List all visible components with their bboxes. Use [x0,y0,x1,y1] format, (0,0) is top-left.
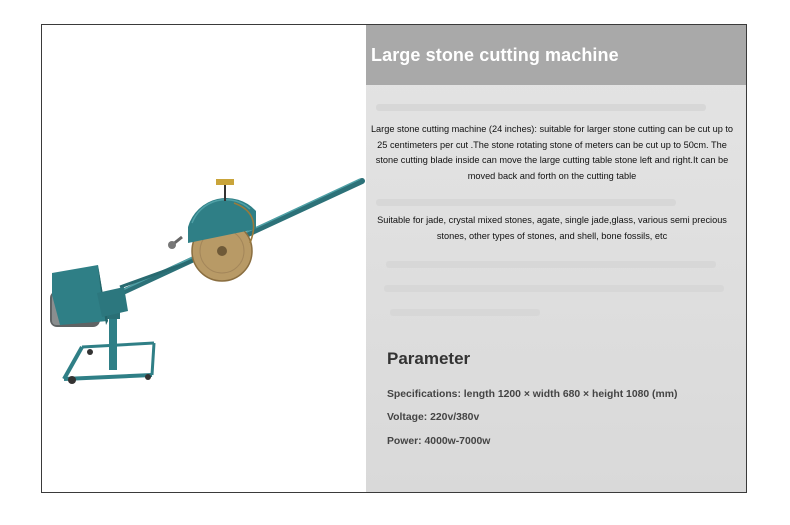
faded-text-line [376,104,706,111]
faded-text-line [390,309,540,316]
faded-text-line [384,285,724,292]
power-value: Power: 4000w-7000w [387,436,491,447]
machine-stand-base [64,375,152,379]
stone-cutting-machine-illustration [42,25,366,492]
product-description: Large stone cutting machine (24 inches): suitable for larger stone cutting can be cut up to 25 centimeters per cut .The stone rotating stone of meters can be cut up to 50cm. The stone cutting blade inside can move the large cutting table stone left and right.It can be moved back and forth on the cutting table [370,124,734,181]
product-image-panel [42,25,366,492]
product-title: Large stone cutting machine [371,45,619,65]
faded-text-line [376,199,676,206]
product-card [41,24,747,493]
parameter-heading: Parameter [387,349,471,368]
faded-text-line [386,261,716,268]
product-info-panel [366,25,746,492]
machine-stand-column [109,315,117,370]
title-bar [366,25,746,85]
suitable-materials: Suitable for jade, crystal mixed stones, agate, single jade,glass, various semi precious stones, other types of stones, and shell, bone fossils, etc [377,215,727,241]
voltage-value: Voltage: 220v/380v [387,412,480,423]
specifications-value: Specifications: length 1200 × width 680 × height 1080 (mm) [387,389,678,400]
